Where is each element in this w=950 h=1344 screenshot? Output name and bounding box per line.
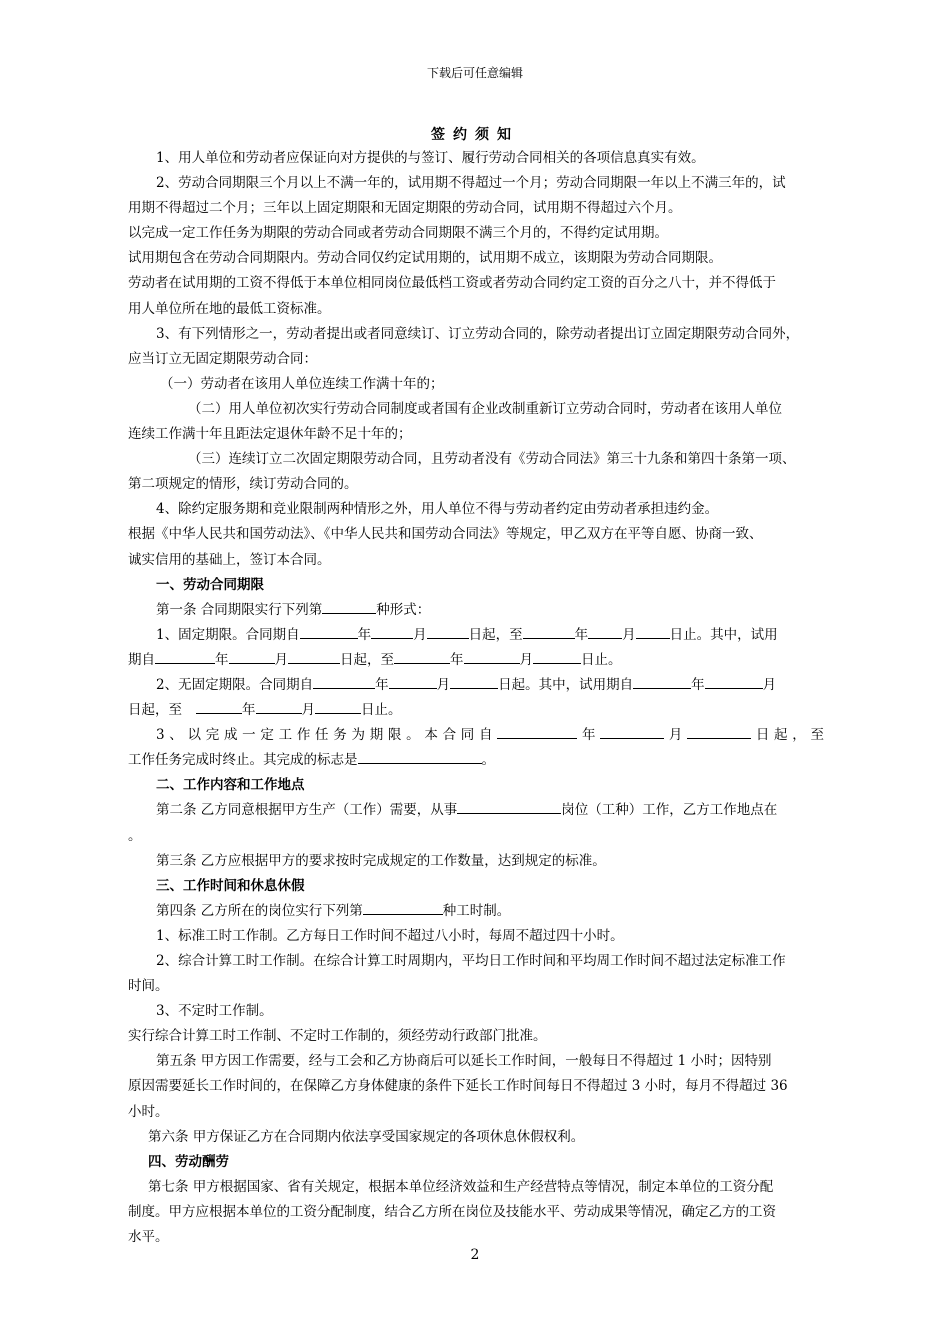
blank-field[interactable] [256, 698, 302, 714]
notice-item-4: 4、除约定服务期和竞业限制两种情形之外，用人单位不得与劳动者约定由劳动者承担违约金。 [156, 501, 719, 518]
work-hours-2-cont: 时间。 [128, 978, 169, 995]
blank-field[interactable] [288, 648, 340, 664]
blank-field[interactable] [633, 673, 691, 689]
section-heading-3: 三、工作时间和休息休假 [156, 877, 305, 894]
blank-field[interactable] [705, 673, 763, 689]
notice-line: 以完成一定工作任务为期限的劳动合同或者劳动合同期限不满三个月的，不得约定试用期。 [128, 225, 668, 242]
article-7: 第七条 甲方根据国家、省有关规定，根据本单位经济效益和生产经营特点等情况，制定本单位的工资分配 [148, 1178, 774, 1195]
open-term-probation: 日起，至 年 月 日止。 [128, 698, 824, 723]
notice-line: 劳动者在试用期的工资不得低于本单位相同岗位最低档工资或者劳动合同约定工资的百分之八十，并不得低于 [128, 275, 776, 292]
notice-item-1: 1、用人单位和劳动者应保证向对方提供的与签订、履行劳动合同相关的各项信息真实有效。 [156, 150, 705, 166]
header-note: 下载后可任意编辑 [426, 66, 523, 80]
notice-subitem-3-cont: 第二项规定的情形，续订劳动合同的。 [128, 476, 358, 493]
blank-field[interactable] [523, 623, 575, 639]
blank-field[interactable] [363, 899, 443, 915]
blank-field[interactable] [687, 723, 751, 739]
section-heading-2: 二、工作内容和工作地点 [156, 777, 305, 794]
blank-field[interactable] [300, 623, 358, 639]
article-3: 第三条 乙方应根据甲方的要求按时完成规定的工作数量，达到规定的标准。 [156, 852, 606, 869]
blank-field[interactable] [196, 698, 242, 714]
article-2: 第二条 乙方同意根据甲方生产（工作）需要，从事 岗位（工种）工作，乙方工作地点在 [128, 798, 824, 823]
notice-subitem-1: （一）劳动者在该用人单位连续工作满十年的； [160, 375, 444, 392]
notice-subitem-2-cont: 连续工作满十年且距法定退休年龄不足十年的； [128, 426, 412, 443]
notice-line: 试用期包含在劳动合同期限内。劳动合同仅约定试用期的，试用期不成立，该期限为劳动合同期限。 [128, 250, 722, 267]
notice-subitem-2: （二）用人单位初次实行劳动合同制度或者国有企业改制重新订立劳动合同时，劳动者在该用人单位 [188, 400, 782, 417]
blank-field[interactable] [229, 648, 275, 664]
article-4: 第四条 乙方所在的岗位实行下列第 种工时制。 [128, 899, 824, 924]
section-heading-4: 四、劳动酬劳 [148, 1153, 229, 1170]
article-1: 第一条 合同期限实行下列第 种形式： [128, 598, 824, 623]
task-term-cont: 工作任务完成时终止。其完成的标志是 。 [128, 748, 824, 773]
probation-line: 期自 年 月 日起，至 年 月 日止。 [128, 648, 824, 673]
blank-field[interactable] [315, 698, 361, 714]
article-5: 第五条 甲方因工作需要，经与工会和乙方协商后可以延长工作时间，一般每日不得超过 1 小时；因特别 [156, 1053, 772, 1070]
blank-field[interactable] [389, 673, 437, 689]
blank-field[interactable] [313, 673, 375, 689]
notice-item-3-cont: 应当订立无固定期限劳动合同： [128, 350, 317, 367]
blank-field[interactable] [450, 673, 498, 689]
blank-field[interactable] [371, 623, 413, 639]
page-title: 签约须知 [431, 127, 519, 143]
work-hours-1: 1、标准工时工作制。乙方每日工作时间不超过八小时，每周不超过四十小时。 [156, 927, 624, 944]
blank-field[interactable] [533, 648, 581, 664]
notice-item-2: 2、劳动合同期限三个月以上不满一年的，试用期不得超过一个月；劳动合同期限一年以上不满三年的，试 [156, 175, 786, 192]
blank-field[interactable] [636, 623, 670, 639]
preamble: 根据《中华人民共和国劳动法》、《中华人民共和国劳动合同法》等规定，甲乙双方在平等自愿、协商一致、 [128, 526, 763, 543]
blank-field[interactable] [427, 623, 469, 639]
page-number: 2 [470, 1247, 480, 1263]
notice-line: 用人单位所在地的最低工资标准。 [128, 300, 331, 317]
section-heading-1: 一、劳动合同期限 [156, 576, 264, 593]
article-2-cont: 。 [128, 827, 142, 844]
fixed-term-line: 1、固定期限。合同期自 年 月 日起，至 年 月 日止。其中，试用 [128, 623, 824, 648]
blank-field[interactable] [394, 648, 450, 664]
notice-item-3: 3、有下列情形之一，劳动者提出或者同意续订、订立劳动合同的，除劳动者提出订立固定期限劳动合同外， [156, 325, 800, 342]
blank-field[interactable] [600, 723, 664, 739]
article-5-cont: 小时。 [128, 1103, 169, 1120]
open-term-line: 2、无固定期限。合同期自 年 月 日起。其中，试用期自 年 月 [128, 673, 824, 698]
blank-field[interactable] [155, 648, 215, 664]
document-body [128, 146, 824, 1250]
blank-field[interactable] [464, 648, 520, 664]
article-6: 第六条 甲方保证乙方在合同期内依法享受国家规定的各项休息休假权利。 [148, 1128, 585, 1145]
notice-item-2-cont: 用期不得超过二个月；三年以上固定期限和无固定期限的劳动合同，试用期不得超过六个月。 [128, 200, 682, 217]
article-7-cont: 制度。甲方应根据本单位的工资分配制度，结合乙方所在岗位及技能水平、劳动成果等情况，确定乙方的工资 [128, 1203, 776, 1220]
article-7-cont: 水平。 [128, 1229, 169, 1246]
article-5-cont: 原因需要延长工作时间的，在保障乙方身体健康的条件下延长工作时间每日不得超过 3 小时，每月不得超过 36 [128, 1078, 788, 1095]
blank-field[interactable] [588, 623, 622, 639]
blank-field[interactable] [497, 723, 577, 739]
blank-field[interactable] [457, 798, 561, 814]
task-term-line: 3、以完成一定工作任务为期限。本合同自 年 月 日起，至 [128, 723, 824, 748]
preamble-cont: 诚实信用的基础上，签订本合同。 [128, 551, 331, 568]
blank-field[interactable] [322, 598, 376, 614]
notice-subitem-3: （三）连续订立二次固定期限劳动合同，且劳动者没有《劳动合同法》第三十九条和第四十条第一项、 [188, 451, 796, 468]
work-hours-2: 2、综合计算工时工作制。在综合计算工时周期内，平均日工作时间和平均周工作时间不超过法定标准工作 [156, 953, 786, 969]
work-hours-3: 3、不定时工作制。 [156, 1003, 273, 1020]
work-hours-note: 实行综合计算工时工作制、不定时工作制的，须经劳动行政部门批准。 [128, 1028, 547, 1045]
blank-field[interactable] [358, 748, 482, 764]
